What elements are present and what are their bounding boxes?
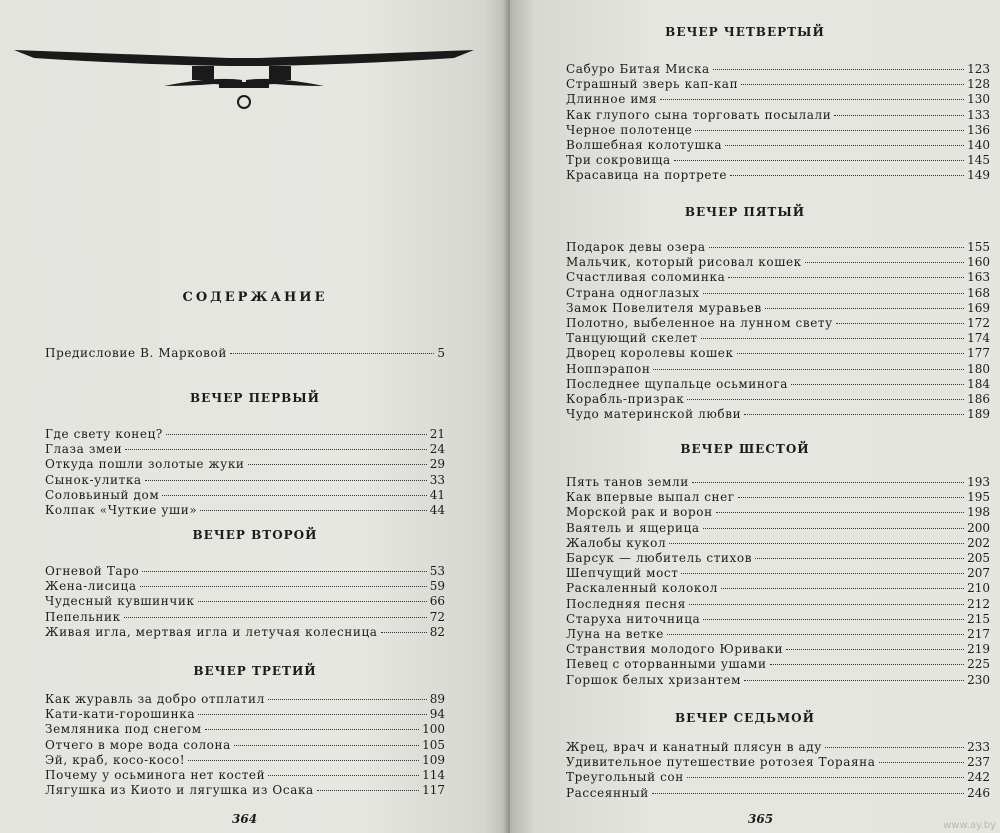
- toc-entry[interactable]: [566, 521, 990, 536]
- entry-title: Ноппэрапон: [566, 361, 651, 376]
- leader-dots: [660, 99, 964, 100]
- entry-page: 100: [422, 722, 445, 737]
- toc-entry[interactable]: [566, 597, 990, 612]
- toc-entry[interactable]: [45, 753, 445, 768]
- toc-entry[interactable]: [566, 331, 990, 346]
- leader-dots: [744, 414, 964, 415]
- toc-entry[interactable]: [566, 536, 990, 551]
- toc-entry[interactable]: [45, 692, 445, 707]
- entry-page: 149: [967, 168, 990, 183]
- toc-entry[interactable]: [566, 362, 990, 377]
- leader-dots: [142, 571, 426, 572]
- entry-title: Старуха ниточница: [566, 611, 701, 626]
- entry-title: Почему у осьминога нет костей: [45, 768, 266, 782]
- leader-dots: [230, 353, 434, 354]
- entry-page: 180: [967, 361, 990, 376]
- entry-title: Горшок белых хризантем: [566, 672, 742, 687]
- entry-page: 130: [967, 92, 990, 107]
- entry-title: Огневой Таро: [45, 564, 140, 578]
- leader-dots: [721, 588, 964, 589]
- toc-entry[interactable]: [566, 270, 990, 285]
- toc-entry[interactable]: [566, 673, 990, 688]
- section-heading: ВЕЧЕР ВТОРОЙ: [192, 528, 318, 542]
- entry-page: 41: [429, 487, 445, 502]
- entry-page: 109: [422, 752, 445, 767]
- section-heading: ВЕЧЕР ШЕСТОЙ: [680, 442, 810, 456]
- right-page: [510, 0, 1000, 833]
- leader-dots: [703, 528, 964, 529]
- entry-page: 29: [429, 457, 445, 472]
- entry-title: Длинное имя: [566, 92, 658, 107]
- entry-title: Жалобы кукол: [566, 535, 667, 550]
- leader-dots: [836, 323, 964, 324]
- entry-title: Певец с оторванными ушами: [566, 657, 767, 672]
- toc-entry[interactable]: [566, 346, 990, 361]
- entry-title: Счастливая соломинка: [566, 270, 726, 285]
- entry-page: 210: [967, 581, 990, 596]
- watermark: www.ay.by: [943, 820, 996, 831]
- entry-page: 172: [967, 316, 990, 330]
- entry-page: 230: [967, 672, 990, 687]
- ornament-icon: [14, 44, 474, 116]
- toc-entry[interactable]: [566, 240, 990, 255]
- entry-page: 114: [422, 768, 445, 782]
- leader-dots: [765, 308, 964, 309]
- toc-entry[interactable]: [566, 770, 990, 785]
- toc-entry[interactable]: [566, 627, 990, 642]
- page-number-left: 364: [232, 812, 258, 826]
- entry-title: Танцующий скелет: [566, 331, 698, 346]
- toc-entry[interactable]: [566, 551, 990, 566]
- leader-dots: [834, 115, 964, 116]
- entry-title: Соловьиный дом: [45, 487, 160, 502]
- contents-title: СОДЕРЖАНИЕ: [182, 290, 328, 305]
- toc-entry[interactable]: [566, 301, 990, 316]
- toc-entry[interactable]: [45, 625, 445, 640]
- entry-title: Кати-кати-горошинка: [45, 707, 196, 722]
- entry-page: 160: [967, 255, 990, 270]
- entry-page: 237: [967, 755, 990, 770]
- toc-entry[interactable]: [566, 108, 990, 123]
- toc-entry[interactable]: [45, 457, 445, 472]
- entry-page: 217: [967, 627, 990, 641]
- toc-entry[interactable]: [45, 707, 445, 722]
- entry-page: 145: [967, 153, 990, 168]
- entry-title: Волшебная колотушка: [566, 138, 723, 152]
- entry-page: 136: [967, 122, 990, 137]
- entry-title: Треугольный сон: [566, 770, 684, 785]
- toc-entry[interactable]: [566, 755, 990, 770]
- leader-dots: [791, 384, 964, 385]
- entry-page: 225: [967, 657, 990, 672]
- leader-dots: [695, 130, 964, 131]
- entry-page: 94: [429, 707, 445, 722]
- toc-entry[interactable]: [45, 473, 445, 488]
- toc-entry[interactable]: [566, 255, 990, 270]
- entry-title: Глаза змеи: [45, 442, 123, 457]
- leader-dots: [728, 277, 964, 278]
- toc-entry[interactable]: [45, 768, 445, 783]
- toc-entry[interactable]: [566, 153, 990, 168]
- section-heading: ВЕЧЕР ЧЕТВЕРТЫЙ: [665, 25, 825, 39]
- leader-dots: [124, 617, 427, 618]
- leader-dots: [381, 632, 427, 633]
- entry-title: Мальчик, который рисовал кошек: [566, 255, 802, 270]
- entry-title: Удивительное путешествие ротозея Тораяна: [566, 755, 876, 770]
- toc-entry[interactable]: [45, 610, 445, 625]
- entry-page: 219: [967, 642, 990, 657]
- leader-dots: [667, 634, 964, 635]
- leader-dots: [188, 760, 419, 761]
- toc-entry[interactable]: [566, 566, 990, 581]
- toc-entry[interactable]: [45, 594, 445, 609]
- leader-dots: [166, 434, 427, 435]
- leader-dots: [755, 558, 964, 559]
- leader-dots: [737, 353, 964, 354]
- entry-page: 195: [967, 490, 990, 505]
- entry-title: Страшный зверь кап-кап: [566, 77, 739, 92]
- toc-entry[interactable]: [566, 377, 990, 392]
- toc-entry[interactable]: [566, 62, 990, 77]
- toc-entry[interactable]: [45, 722, 445, 737]
- toc-entry[interactable]: [45, 738, 445, 753]
- entry-title: Раскаленный колокол: [566, 581, 719, 596]
- section-heading: ВЕЧЕР ТРЕТИЙ: [193, 664, 317, 678]
- entry-title: Страна одноглазых: [566, 285, 700, 300]
- entry-page: 212: [967, 596, 990, 611]
- leader-dots: [145, 480, 427, 481]
- toc-entry[interactable]: [566, 740, 990, 755]
- leader-dots: [268, 699, 427, 700]
- leader-dots: [709, 247, 965, 248]
- entry-page: 140: [967, 138, 990, 152]
- leader-dots: [198, 714, 427, 715]
- entry-page: 21: [429, 427, 445, 441]
- toc-entry[interactable]: [45, 783, 445, 798]
- entry-title: Эй, краб, косо-косо!: [45, 752, 186, 767]
- entry-page: 89: [429, 692, 445, 706]
- entry-page: 82: [429, 624, 445, 639]
- leader-dots: [268, 775, 419, 776]
- leader-dots: [692, 482, 964, 483]
- entry-page: 198: [967, 505, 990, 520]
- toc-entry[interactable]: [566, 392, 990, 407]
- toc-entry[interactable]: [566, 581, 990, 596]
- leader-dots: [198, 601, 427, 602]
- leader-dots: [687, 399, 964, 400]
- entry-page: 200: [967, 520, 990, 535]
- entry-title: Рассеянный: [566, 785, 649, 800]
- leader-dots: [140, 586, 427, 587]
- toc-entry[interactable]: [45, 488, 445, 503]
- entry-title: Подарок девы озера: [566, 240, 706, 254]
- leader-dots: [716, 512, 964, 513]
- entry-page: 177: [967, 346, 990, 361]
- preface-entry[interactable]: [45, 346, 445, 361]
- leader-dots: [125, 449, 427, 450]
- toc-entry[interactable]: [45, 427, 445, 442]
- entry-page: 44: [429, 503, 445, 517]
- leader-dots: [713, 69, 964, 70]
- entry-page: 246: [967, 785, 990, 800]
- section-heading: ВЕЧЕР ПЯТЫЙ: [684, 205, 806, 219]
- toc-entry[interactable]: [45, 442, 445, 457]
- entry-title: Луна на ветке: [566, 627, 664, 641]
- entry-page: 186: [967, 392, 990, 406]
- entry-page: 174: [967, 331, 990, 346]
- toc-entry[interactable]: [566, 612, 990, 627]
- leader-dots: [744, 680, 964, 681]
- leader-dots: [674, 160, 964, 161]
- leader-dots: [681, 573, 964, 574]
- toc-entry[interactable]: [566, 657, 990, 672]
- entry-page: 193: [967, 475, 990, 489]
- leader-dots: [689, 604, 964, 605]
- entry-page: 24: [429, 442, 445, 457]
- entry-title: Замок Повелителя муравьев: [566, 300, 762, 315]
- leader-dots: [805, 262, 964, 263]
- entry-title: Черное полотенце: [566, 122, 693, 137]
- leader-dots: [701, 338, 964, 339]
- entry-title: Как глупого сына торговать посылали: [566, 107, 832, 122]
- leader-dots: [741, 84, 964, 85]
- leader-dots: [317, 790, 419, 791]
- entry-page: 207: [967, 566, 990, 581]
- leader-dots: [770, 664, 965, 665]
- entry-page: 205: [967, 551, 990, 565]
- leader-dots: [234, 745, 419, 746]
- toc-entry[interactable]: [566, 490, 990, 505]
- leader-dots: [652, 793, 964, 794]
- entry-title: Барсук — любитель стихов: [566, 551, 753, 565]
- toc-entry[interactable]: [566, 316, 990, 331]
- entry-title: Дворец королевы кошек: [566, 346, 734, 361]
- entry-title: Где свету конец?: [45, 427, 163, 441]
- entry-page: 53: [429, 564, 445, 578]
- toc-entry[interactable]: [566, 786, 990, 801]
- toc-entry[interactable]: [45, 564, 445, 579]
- entry-title: Ваятель и ящерица: [566, 520, 700, 535]
- entry-title: Как впервые выпал снег: [566, 490, 735, 505]
- leader-dots: [725, 145, 964, 146]
- entry-page: 215: [967, 611, 990, 626]
- leader-dots: [200, 510, 426, 511]
- entry-page: 123: [967, 62, 990, 76]
- entry-title: Чудесный кувшинчик: [45, 594, 195, 609]
- entry-page: 105: [422, 737, 445, 752]
- entry-title: Как журавль за добро отплатил: [45, 692, 265, 706]
- entry-title: Сынок-улитка: [45, 472, 142, 487]
- entry-page: 59: [429, 579, 445, 594]
- entry-title: Шепчущий мост: [566, 566, 679, 581]
- entry-page: 202: [967, 535, 990, 550]
- leader-dots: [703, 293, 965, 294]
- entry-title: Земляника под снегом: [45, 722, 202, 737]
- entry-page: 155: [967, 240, 990, 254]
- toc-entry[interactable]: [566, 286, 990, 301]
- entry-page: 72: [429, 609, 445, 624]
- leader-dots: [653, 369, 964, 370]
- entry-page: 169: [967, 300, 990, 315]
- page-number-right: 365: [748, 812, 774, 826]
- entry-title: Колпак «Чуткие уши»: [45, 503, 198, 517]
- leader-dots: [669, 543, 964, 544]
- entry-title: Лягушка из Киото и лягушка из Осака: [45, 783, 314, 798]
- entry-page: 233: [967, 740, 990, 754]
- toc-entry[interactable]: [45, 579, 445, 594]
- entry-page: 242: [967, 770, 990, 785]
- entry-page: 128: [967, 77, 990, 92]
- leader-dots: [825, 747, 964, 748]
- entry-title: Живая игла, мертвая игла и летучая колесница: [45, 624, 378, 639]
- entry-title: Сабуро Битая Миска: [566, 62, 710, 76]
- toc-entry[interactable]: [566, 475, 990, 490]
- entry-title: Морской рак и ворон: [566, 505, 713, 520]
- toc-entry[interactable]: [566, 138, 990, 153]
- leader-dots: [879, 762, 965, 763]
- entry-page: 189: [967, 407, 990, 422]
- entry-title: Пепельник: [45, 609, 121, 624]
- entry-page: 66: [429, 594, 445, 609]
- entry-title: Странствия молодого Юриваки: [566, 642, 784, 657]
- entry-title: Полотно, выбеленное на лунном свету: [566, 316, 833, 330]
- toc-entry[interactable]: [566, 407, 990, 422]
- entry-title: Последнее щупальце осьминога: [566, 376, 788, 391]
- entry-page: 168: [967, 285, 990, 300]
- entry-title: Предисловие В. Марковой: [45, 346, 227, 360]
- entry-page: 163: [967, 270, 990, 285]
- entry-title: Три сокровища: [566, 153, 671, 168]
- entry-title: Последняя песня: [566, 596, 686, 611]
- toc-entry[interactable]: [566, 168, 990, 183]
- entry-title: Откуда пошли золотые жуки: [45, 457, 245, 472]
- leader-dots: [205, 729, 419, 730]
- entry-title: Жена-лисица: [45, 579, 137, 594]
- toc-entry[interactable]: [566, 123, 990, 138]
- toc-entry[interactable]: [566, 92, 990, 107]
- section-heading: ВЕЧЕР ПЕРВЫЙ: [190, 391, 320, 405]
- leader-dots: [786, 649, 964, 650]
- leader-dots: [687, 777, 964, 778]
- entry-title: Жрец, врач и канатный плясун в аду: [566, 740, 822, 754]
- toc-entry[interactable]: [566, 642, 990, 657]
- leader-dots: [162, 495, 426, 496]
- entry-title: Пять танов земли: [566, 475, 689, 489]
- toc-entry[interactable]: [566, 505, 990, 520]
- entry-title: Корабль-призрак: [566, 392, 685, 406]
- entry-title: Красавица на портрете: [566, 168, 728, 183]
- entry-page: 5: [437, 346, 445, 360]
- toc-entry[interactable]: [566, 77, 990, 92]
- entry-title: Отчего в море вода солона: [45, 737, 231, 752]
- section-heading: ВЕЧЕР СЕДЬМОЙ: [675, 711, 815, 725]
- leader-dots: [703, 619, 964, 620]
- leader-dots: [738, 497, 964, 498]
- toc-entry[interactable]: [45, 503, 445, 518]
- leader-dots: [730, 175, 964, 176]
- entry-page: 184: [967, 376, 990, 391]
- entry-page: 117: [422, 783, 445, 798]
- entry-page: 133: [967, 107, 990, 122]
- entry-title: Чудо материнской любви: [566, 407, 742, 422]
- entry-page: 33: [429, 472, 445, 487]
- leader-dots: [248, 464, 427, 465]
